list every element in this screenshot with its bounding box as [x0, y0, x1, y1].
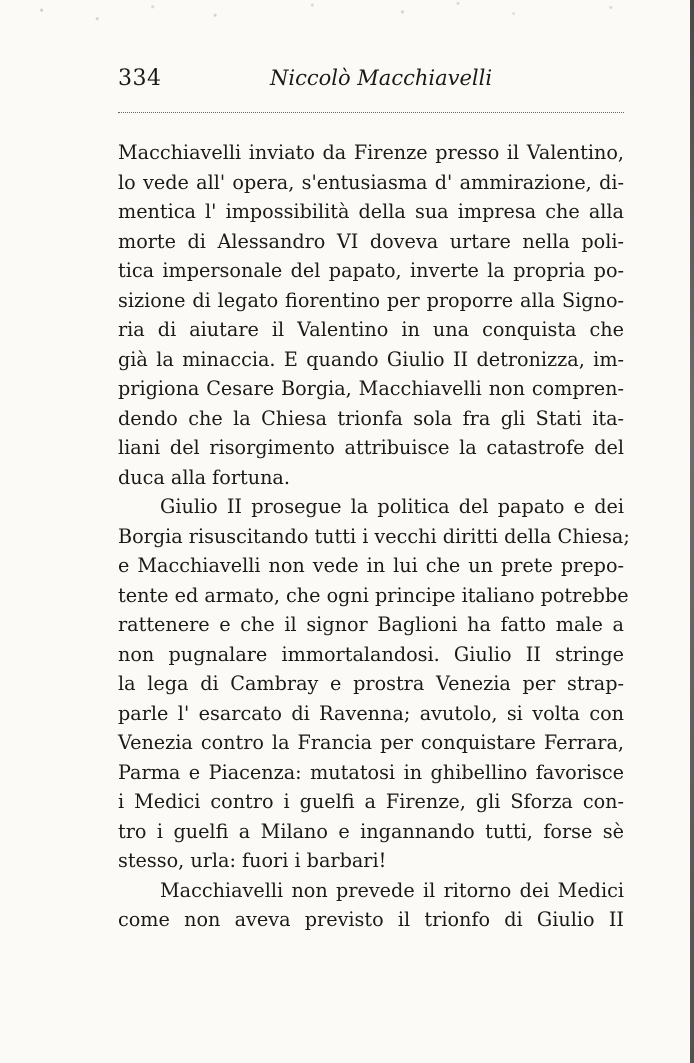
scan-edge-right: [690, 0, 694, 1063]
running-head: Niccolò Macchiavelli: [270, 66, 493, 90]
text-line: tica impersonale del papato, inverte la propria po-: [118, 259, 624, 282]
text-line: tente ed armato, che ogni principe italiano potrebbe: [118, 583, 629, 607]
text-line: Macchiavelli inviato da Firenze presso il Valentino,: [118, 141, 624, 164]
text-line: lo vede all' opera, s'entusiasma d' ammirazione, di-: [118, 170, 624, 194]
text-line: sizione di legato fiorentino per proporre alla Signo-: [118, 288, 624, 312]
text-line: tro i guelfi a Milano e ingannando tutti, forse sè: [118, 819, 624, 843]
text-line: dendo che la Chiesa trionfa sola fra gli Stati ita-: [118, 406, 624, 430]
paragraph: [118, 138, 624, 492]
text-line: non pugnalare immortalandosi. Giulio II stringe: [118, 642, 624, 666]
text-line: stesso, urla: fuori i barbari!: [118, 849, 387, 872]
text-line: prigiona Cesare Borgia, Macchiavelli non compren-: [118, 377, 624, 400]
text-line: mentica l' impossibilità della sua impresa che alla: [118, 200, 624, 223]
text-line: parle l' esarcato di Ravenna; avutolo, si volta con: [118, 701, 624, 725]
scan-noise-top: [0, 0, 694, 34]
paragraph: [118, 876, 624, 935]
page-number: 334: [118, 66, 162, 91]
text-line: la lega di Cambray e prostra Venezia per strap-: [118, 672, 624, 695]
header-rule: [118, 112, 624, 113]
text-line: e Macchiavelli non vede in lui che un prete prepo-: [118, 554, 624, 577]
text-line: liani del risorgimento attribuisce la catastrofe del: [118, 436, 624, 459]
text-line: come non aveva previsto il trionfo di Giulio II: [118, 908, 624, 931]
text-line: già la minaccia. E quando Giulio II detronizza, im-: [118, 347, 624, 371]
text-line: Parma e Piacenza: mutatosi in ghibellino favorisce: [118, 760, 624, 784]
text-line: ria di aiutare il Valentino in una conquista che: [118, 318, 624, 341]
text-line: Borgia risuscitando tutti i vecchi diritti della Chiesa;: [118, 524, 630, 548]
text-line: duca alla fortuna.: [118, 465, 290, 489]
text-line: Macchiavelli non prevede il ritorno dei Medici: [160, 878, 624, 902]
text-line: i Medici contro i guelfi a Firenze, gli Sforza con-: [118, 790, 624, 813]
text-line: Giulio II prosegue la politica del papato e dei: [160, 495, 624, 518]
page-header: [118, 64, 626, 100]
paragraph: [118, 492, 630, 876]
body-text: [118, 138, 630, 935]
text-line: Venezia contro la Francia per conquistare Ferrara,: [118, 731, 624, 754]
text-line: morte di Alessandro VI doveva urtare nella poli-: [118, 229, 624, 253]
text-line: rattenere e che il signor Baglioni ha fatto male a: [118, 613, 624, 636]
